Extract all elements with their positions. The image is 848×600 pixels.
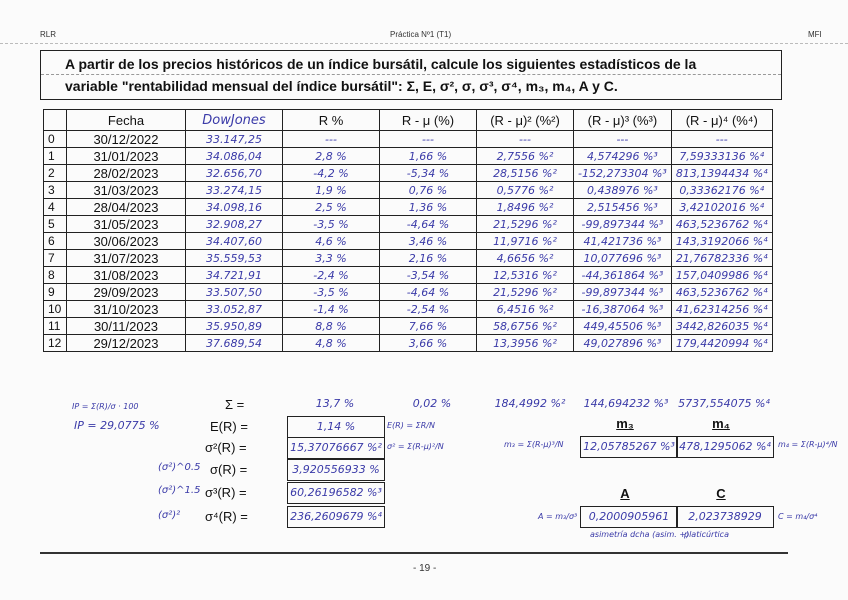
m4-value: 478,1295062 %⁴ [676, 436, 774, 458]
header-left: RLR [40, 30, 57, 39]
row-index: 9 [44, 284, 67, 301]
sum-label: Σ = [225, 397, 245, 412]
row-r-minus-mu-2: 6,4516 %² [477, 301, 574, 318]
row-r-minus-mu-4: 41,62314256 %⁴ [671, 301, 772, 318]
row-dowjones: 32.656,70 [186, 165, 283, 182]
c-formula: C = m₄/σ⁴ [778, 512, 818, 521]
row-r-minus-mu-3: 0,438976 %³ [574, 182, 672, 199]
ip-formula: IP = Σ(R)/σ · 100 [72, 402, 139, 411]
row-fecha: 30/12/2022 [67, 131, 186, 148]
row-r-minus-mu-4: 21,76782336 %⁴ [671, 250, 772, 267]
header-right: MFI [808, 30, 822, 39]
row-r-minus-mu: -3,54 % [380, 267, 477, 284]
a-note: asimetría dcha (asim. +) [590, 530, 690, 539]
row-index: 3 [44, 182, 67, 199]
row-r-minus-mu-4: 463,5236762 %⁴ [671, 216, 772, 233]
row-r-minus-mu: -2,54 % [380, 301, 477, 318]
row-r-minus-mu: 0,76 % [380, 182, 477, 199]
e-formula: E(R) = ΣR/N [387, 421, 435, 430]
row-r: --- [283, 131, 380, 148]
row-r: 2,8 % [283, 148, 380, 165]
table-row [44, 165, 773, 182]
row-r-minus-mu: -4,64 % [380, 284, 477, 301]
row-r-minus-mu-3: 449,45506 %³ [574, 318, 672, 335]
row-r: -2,4 % [283, 267, 380, 284]
row-r-minus-mu: 1,36 % [380, 199, 477, 216]
row-r-minus-mu-4: 179,4420994 %⁴ [671, 335, 772, 352]
row-r-minus-mu-4: 813,1394434 %⁴ [671, 165, 772, 182]
row-fecha: 31/08/2023 [67, 267, 186, 284]
var-label: σ²(R) = [205, 440, 247, 455]
header-center: Práctica Nº1 (T1) [390, 30, 452, 39]
row-r-minus-mu-3: 49,027896 %³ [574, 335, 672, 352]
row-r-minus-mu: 2,16 % [380, 250, 477, 267]
row-dowjones: 35.559,53 [186, 250, 283, 267]
row-r: 4,8 % [283, 335, 380, 352]
statement-line-2: variable "rentabilidad mensual del índice bursátil": Σ, E, σ², σ, σ³, σ⁴, m₃, m₄, A y C. [65, 78, 618, 94]
row-index: 12 [44, 335, 67, 352]
row-dowjones: 33.147,25 [186, 131, 283, 148]
row-r-minus-mu-3: 41,421736 %³ [574, 233, 672, 250]
row-r-minus-mu-2: 11,9716 %² [477, 233, 574, 250]
row-r-minus-mu: -5,34 % [380, 165, 477, 182]
table-row [44, 182, 773, 199]
c-note: platicúrtica [684, 530, 729, 539]
row-r: 2,5 % [283, 199, 380, 216]
row-dowjones: 33.052,87 [186, 301, 283, 318]
m3-formula: m₃ = Σ(R-μ)³/N [504, 440, 564, 449]
row-index: 10 [44, 301, 67, 318]
row-r: 1,9 % [283, 182, 380, 199]
row-index: 8 [44, 267, 67, 284]
problem-statement [40, 50, 782, 100]
col-r-minus-mu-3: (R - μ)³ (%³) [574, 110, 672, 131]
col-fecha: Fecha [67, 110, 186, 131]
e-label: E(R) = [210, 419, 248, 434]
row-fecha: 31/07/2023 [67, 250, 186, 267]
row-r-minus-mu-2: 4,6656 %² [477, 250, 574, 267]
s3-value: 60,26196582 %³ [287, 482, 385, 504]
sum-rm: 0,02 % [412, 397, 452, 410]
m3-header: m₃ [616, 416, 634, 431]
row-r-minus-mu-3: -16,387064 %³ [574, 301, 672, 318]
sum-r: 13,7 % [315, 397, 355, 410]
col-r-minus-mu-2: (R - μ)² (%²) [477, 110, 574, 131]
row-index: 11 [44, 318, 67, 335]
row-dowjones: 34.407,60 [186, 233, 283, 250]
s4-value: 236,2609679 %⁴ [287, 506, 385, 528]
row-r-minus-mu-3: 4,574296 %³ [574, 148, 672, 165]
table-row [44, 250, 773, 267]
row-r-minus-mu-2: 13,3956 %² [477, 335, 574, 352]
row-r-minus-mu-2: 12,5316 %² [477, 267, 574, 284]
var-formula: σ² = Σ(R-μ)²/N [387, 442, 444, 451]
a-formula: A = m₃/σ³ [538, 512, 578, 521]
row-r-minus-mu: 1,66 % [380, 148, 477, 165]
row-fecha: 31/03/2023 [67, 182, 186, 199]
row-r: -3,5 % [283, 216, 380, 233]
row-r: 3,3 % [283, 250, 380, 267]
row-r-minus-mu-3: -99,897344 %³ [574, 216, 672, 233]
row-r-minus-mu-3: -44,361864 %³ [574, 267, 672, 284]
row-r-minus-mu-2: 21,5296 %² [477, 216, 574, 233]
col-dowjones: DowJones [186, 110, 283, 131]
col-r-minus-mu-4: (R - μ)⁴ (%⁴) [671, 110, 772, 131]
footer-divider [40, 552, 788, 554]
table-row [44, 267, 773, 284]
row-r-minus-mu: 7,66 % [380, 318, 477, 335]
col-index [44, 110, 67, 131]
s4-label: σ⁴(R) = [205, 509, 248, 524]
col-r-minus-mu: R - μ (%) [380, 110, 477, 131]
row-r-minus-mu-4: 463,5236762 %⁴ [671, 284, 772, 301]
row-r-minus-mu-2: --- [477, 131, 574, 148]
var-value: 15,37076667 %² [287, 437, 385, 459]
row-index: 2 [44, 165, 67, 182]
row-r-minus-mu-2: 2,7556 %² [477, 148, 574, 165]
row-fecha: 31/05/2023 [67, 216, 186, 233]
table-row [44, 301, 773, 318]
row-r: -1,4 % [283, 301, 380, 318]
row-index: 1 [44, 148, 67, 165]
table-header-row [44, 110, 773, 131]
statement-line-1: A partir de los precios históricos de un índice bursátil, calcule los siguientes estadísticos de la [65, 56, 697, 72]
row-r-minus-mu-3: -99,897344 %³ [574, 284, 672, 301]
row-dowjones: 35.950,89 [186, 318, 283, 335]
table-row [44, 335, 773, 352]
row-r-minus-mu-4: --- [671, 131, 772, 148]
page-number: - 19 - [413, 563, 437, 574]
row-dowjones: 34.721,91 [186, 267, 283, 284]
row-dowjones: 33.274,15 [186, 182, 283, 199]
row-fecha: 31/01/2023 [67, 148, 186, 165]
s3-label: σ³(R) = [205, 485, 247, 500]
row-r-minus-mu-4: 3442,826035 %⁴ [671, 318, 772, 335]
e-value: 1,14 % [287, 416, 385, 438]
row-index: 0 [44, 131, 67, 148]
table-row [44, 284, 773, 301]
row-r: -3,5 % [283, 284, 380, 301]
row-dowjones: 34.086,04 [186, 148, 283, 165]
row-index: 6 [44, 233, 67, 250]
row-fecha: 30/11/2023 [67, 318, 186, 335]
row-index: 4 [44, 199, 67, 216]
row-r-minus-mu: 3,46 % [380, 233, 477, 250]
row-dowjones: 32.908,27 [186, 216, 283, 233]
row-r: -4,2 % [283, 165, 380, 182]
row-dowjones: 37.689,54 [186, 335, 283, 352]
row-r-minus-mu-3: 10,077696 %³ [574, 250, 672, 267]
row-r-minus-mu: --- [380, 131, 477, 148]
row-r-minus-mu-3: 2,515456 %³ [574, 199, 672, 216]
row-r-minus-mu-3: --- [574, 131, 672, 148]
row-fecha: 29/09/2023 [67, 284, 186, 301]
row-fecha: 28/02/2023 [67, 165, 186, 182]
row-r-minus-mu-2: 0,5776 %² [477, 182, 574, 199]
a-value: 0,2000905961 [580, 506, 678, 528]
row-r-minus-mu: 3,66 % [380, 335, 477, 352]
row-dowjones: 34.098,16 [186, 199, 283, 216]
row-r-minus-mu-4: 0,33362176 %⁴ [671, 182, 772, 199]
c-value: 2,023738929 [676, 506, 774, 528]
row-index: 7 [44, 250, 67, 267]
row-r-minus-mu-2: 21,5296 %² [477, 284, 574, 301]
row-r-minus-mu-4: 143,3192066 %⁴ [671, 233, 772, 250]
row-r-minus-mu-2: 28,5156 %² [477, 165, 574, 182]
table-row [44, 131, 773, 148]
ip-value: IP = 29,0775 % [74, 419, 160, 432]
a-header: A [620, 486, 630, 501]
sd-note: (σ²)^0.5 [158, 462, 201, 473]
statement-divider [41, 74, 781, 75]
row-r-minus-mu-4: 3,42102016 %⁴ [671, 199, 772, 216]
row-fecha: 28/04/2023 [67, 199, 186, 216]
header-divider [0, 43, 848, 44]
m3-value: 12,05785267 %³ [580, 436, 678, 458]
row-r: 4,6 % [283, 233, 380, 250]
returns-table [43, 109, 773, 352]
table-row [44, 216, 773, 233]
row-fecha: 31/10/2023 [67, 301, 186, 318]
row-r-minus-mu-3: -152,273304 %³ [574, 165, 672, 182]
s3-note: (σ²)^1.5 [158, 485, 201, 496]
c-header: C [716, 486, 726, 501]
sum-r3: 144,694232 %³ [583, 397, 669, 410]
row-index: 5 [44, 216, 67, 233]
table-row [44, 199, 773, 216]
row-fecha: 30/06/2023 [67, 233, 186, 250]
row-r-minus-mu: -4,64 % [380, 216, 477, 233]
row-fecha: 29/12/2023 [67, 335, 186, 352]
sd-value: 3,920556933 % [287, 459, 385, 481]
table-row [44, 148, 773, 165]
table-row [44, 318, 773, 335]
sum-r2: 184,4992 %² [494, 397, 566, 410]
row-r-minus-mu-2: 58,6756 %² [477, 318, 574, 335]
row-r-minus-mu-2: 1,8496 %² [477, 199, 574, 216]
table-row [44, 233, 773, 250]
sd-label: σ(R) = [210, 462, 248, 477]
m4-header: m₄ [712, 416, 730, 431]
row-r: 8,8 % [283, 318, 380, 335]
row-r-minus-mu-4: 7,59333136 %⁴ [671, 148, 772, 165]
s4-note: (σ²)² [158, 510, 181, 521]
row-dowjones: 33.507,50 [186, 284, 283, 301]
row-r-minus-mu-4: 157,0409986 %⁴ [671, 267, 772, 284]
col-r: R % [283, 110, 380, 131]
sum-r4: 5737,554075 %⁴ [678, 397, 770, 410]
m4-formula: m₄ = Σ(R-μ)⁴/N [778, 440, 838, 449]
